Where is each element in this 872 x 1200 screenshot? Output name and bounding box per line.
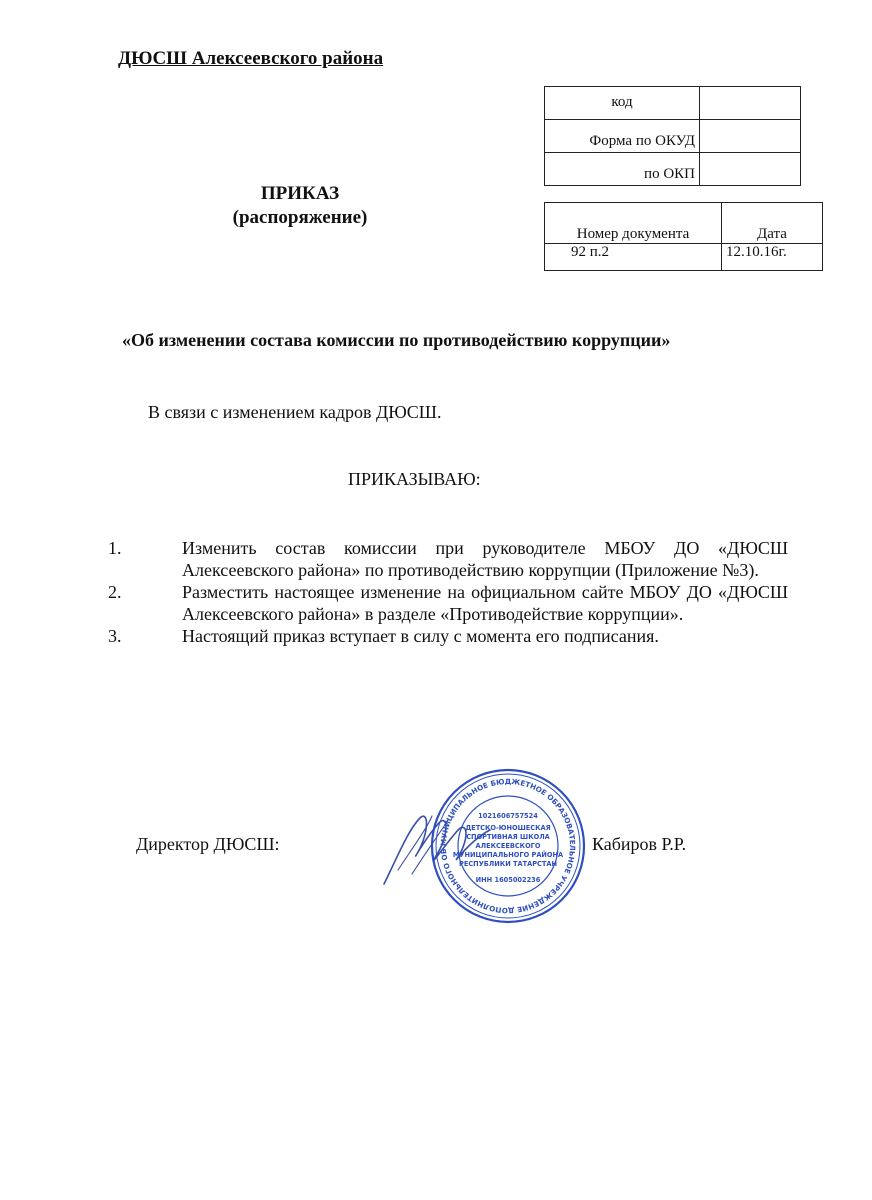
code-label: код xyxy=(545,87,700,120)
title-subline: (распоряжение) xyxy=(232,207,368,228)
stamp-line: РЕСПУБЛИКИ ТАТАРСТАН xyxy=(459,860,557,868)
codes-table xyxy=(544,86,801,186)
table-row xyxy=(545,203,823,244)
signer-name: Кабиров Р.Р. xyxy=(592,834,687,854)
date-label: Дата xyxy=(722,203,823,244)
code-value xyxy=(700,87,801,120)
order-subject: «Об изменении состава комиссии по противодействию коррупции» xyxy=(122,330,671,350)
number-label: Номер документа xyxy=(545,203,722,244)
okp-value xyxy=(700,153,801,186)
official-stamp xyxy=(428,766,588,931)
okud-value xyxy=(700,120,801,153)
order-items-list xyxy=(108,537,788,647)
item-text: Настоящий приказ вступает в силу с момента его подписания. xyxy=(182,626,659,646)
stamp-line: ДЕТСКО-ЮНОШЕСКАЯ xyxy=(465,824,551,832)
document-title xyxy=(200,182,400,230)
list-item xyxy=(108,625,788,647)
item-number: 3. xyxy=(108,626,122,646)
table-row xyxy=(545,153,801,186)
stamp-ogrn: 1021606757524 xyxy=(478,812,538,820)
order-heading: ПРИКАЗЫВАЮ: xyxy=(348,469,481,489)
intro-paragraph: В связи с изменением кадров ДЮСШ. xyxy=(148,402,442,422)
stamp-line: МУНИЦИПАЛЬНОГО РАЙОНА xyxy=(452,851,564,859)
stamp-outer-text: МУНИЦИПАЛЬНОЕ БЮДЖЕТНОЕ ОБРАЗОВАТЕЛЬНОЕ УЧРЕЖДЕНИЕ ДОПОЛНИТЕЛЬНОГО ОБ xyxy=(438,776,578,916)
item-number: 1. xyxy=(108,538,122,558)
item-text: Изменить состав комиссии при руководителе МБОУ ДО «ДЮСШ Алексеевского района» по противодействию коррупции (Приложение №3). xyxy=(182,538,788,580)
table-row xyxy=(545,244,823,271)
document-number-table xyxy=(544,202,823,271)
item-text: Разместить настоящее изменение на официальном сайте МБОУ ДО «ДЮСШ Алексеевского района» в разделе «Противодействие коррупции». xyxy=(182,582,788,624)
stamp-line: АЛЕКСЕЕВСКОГО xyxy=(475,842,541,850)
table-row xyxy=(545,120,801,153)
title-line: ПРИКАЗ xyxy=(260,183,340,204)
stamp-line: СПОРТИВНАЯ ШКОЛА xyxy=(466,833,550,841)
document-date: 12.10.16г. xyxy=(722,244,823,271)
document-number: 92 п.2 xyxy=(545,244,722,271)
table-row xyxy=(545,87,801,120)
signer-position: Директор ДЮСШ: xyxy=(136,834,280,854)
list-item xyxy=(108,537,788,581)
okud-label: Форма по ОКУД xyxy=(545,120,700,153)
stamp-inn: ИНН 1605002236 xyxy=(475,876,541,884)
organization-name: ДЮСШ Алексеевского района xyxy=(118,48,384,69)
item-number: 2. xyxy=(108,582,122,602)
okp-label: по ОКП xyxy=(545,153,700,186)
list-item xyxy=(108,581,788,625)
